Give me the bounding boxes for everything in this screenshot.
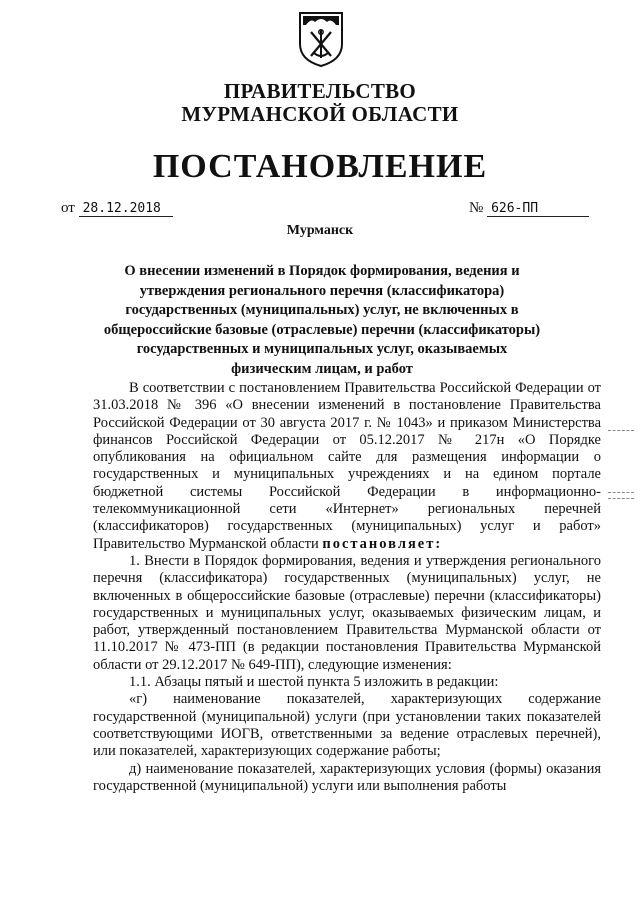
city: Мурманск bbox=[286, 223, 354, 238]
document-type: ПОСТАНОВЛЕНИЕ bbox=[152, 148, 488, 185]
document-title: О внесении изменений в Порядок формирования, ведения и утверждения регионального перечня (классификатора) государственных (муниципальных) услуг, не включенных в общероссийские базовые (отраслевые) перечни (классификаторы) государственных и муниципальных услуг, оказываемых физическим лицам, и работ bbox=[103, 263, 541, 377]
org-line-2: МУРМАНСКОЙ ОБЛАСТИ bbox=[181, 102, 459, 126]
decree-word: постановляет: bbox=[322, 535, 443, 552]
margin-mark bbox=[608, 492, 634, 493]
subitem-g-paragraph: «г) наименование показателей, характеризующих содержание государственной (муниципальной) услуги (при установлении таких показателей соответствующими ИОГВ, ответственными за ведение отраслевых перечней), или показателей, характеризующих содержание работы; bbox=[93, 691, 601, 760]
number-prefix: № bbox=[469, 200, 484, 216]
item-1-1-paragraph: 1.1. Абзацы пятый и шестой пункта 5 изложить в редакции: bbox=[129, 674, 499, 691]
preamble-paragraph bbox=[93, 380, 601, 553]
subitem-d-paragraph: д) наименование показателей, характеризующих условия (формы) оказания государственной (муниципальной) услуги или выполнения работы bbox=[93, 760, 601, 794]
org-line-1: ПРАВИТЕЛЬСТВО bbox=[223, 79, 417, 103]
margin-mark bbox=[608, 430, 634, 431]
number-row bbox=[469, 200, 589, 217]
margin-mark bbox=[608, 498, 634, 499]
item-1-paragraph: 1. Внести в Порядок формирования, ведения и утверждения регионального перечня (классификатора) государственных (муниципальных) услуг, не включенных в общероссийские базовые (отраслевые) перечни (классификаторы) государственных и муниципальных услуг, оказываемых физическим лицам, и работ, утвержденный постановлением Правительства Мурманской области от 11.10.2017 № 473-ПП (в редакции постановления Правительства Мурманской области от 29.12.2017 № 649-ПП), следующие изменения: bbox=[93, 552, 601, 673]
coat-of-arms-icon bbox=[297, 10, 345, 68]
preamble-text: В соответствии с постановлением Правительства Российской Федерации от 31.03.2018 № 396 «О внесении изменений в постановление Правительства Российской Федерации от 30 августа 2017 г. № 1043» и приказом Министерства финансов Российской Федерации от 05.12.2017 № 217н «О Порядке опубликования на официальном сайте для размещения информации о государственных и муниципальных учреждениях и на едином портале бюджетной системы Российской Федерации в информационно-телекоммуникационной сети «Интернет» региональных перечней (классификаторов) государственных (муниципальных) услуг и работ» Правительство Мурманской области bbox=[93, 380, 601, 552]
date-prefix: от bbox=[61, 200, 75, 216]
date-row bbox=[61, 200, 173, 217]
number-value: 626-ПП bbox=[487, 201, 589, 217]
document-body bbox=[93, 380, 601, 795]
date-value: 28.12.2018 bbox=[79, 201, 173, 217]
organization-name bbox=[0, 80, 640, 126]
